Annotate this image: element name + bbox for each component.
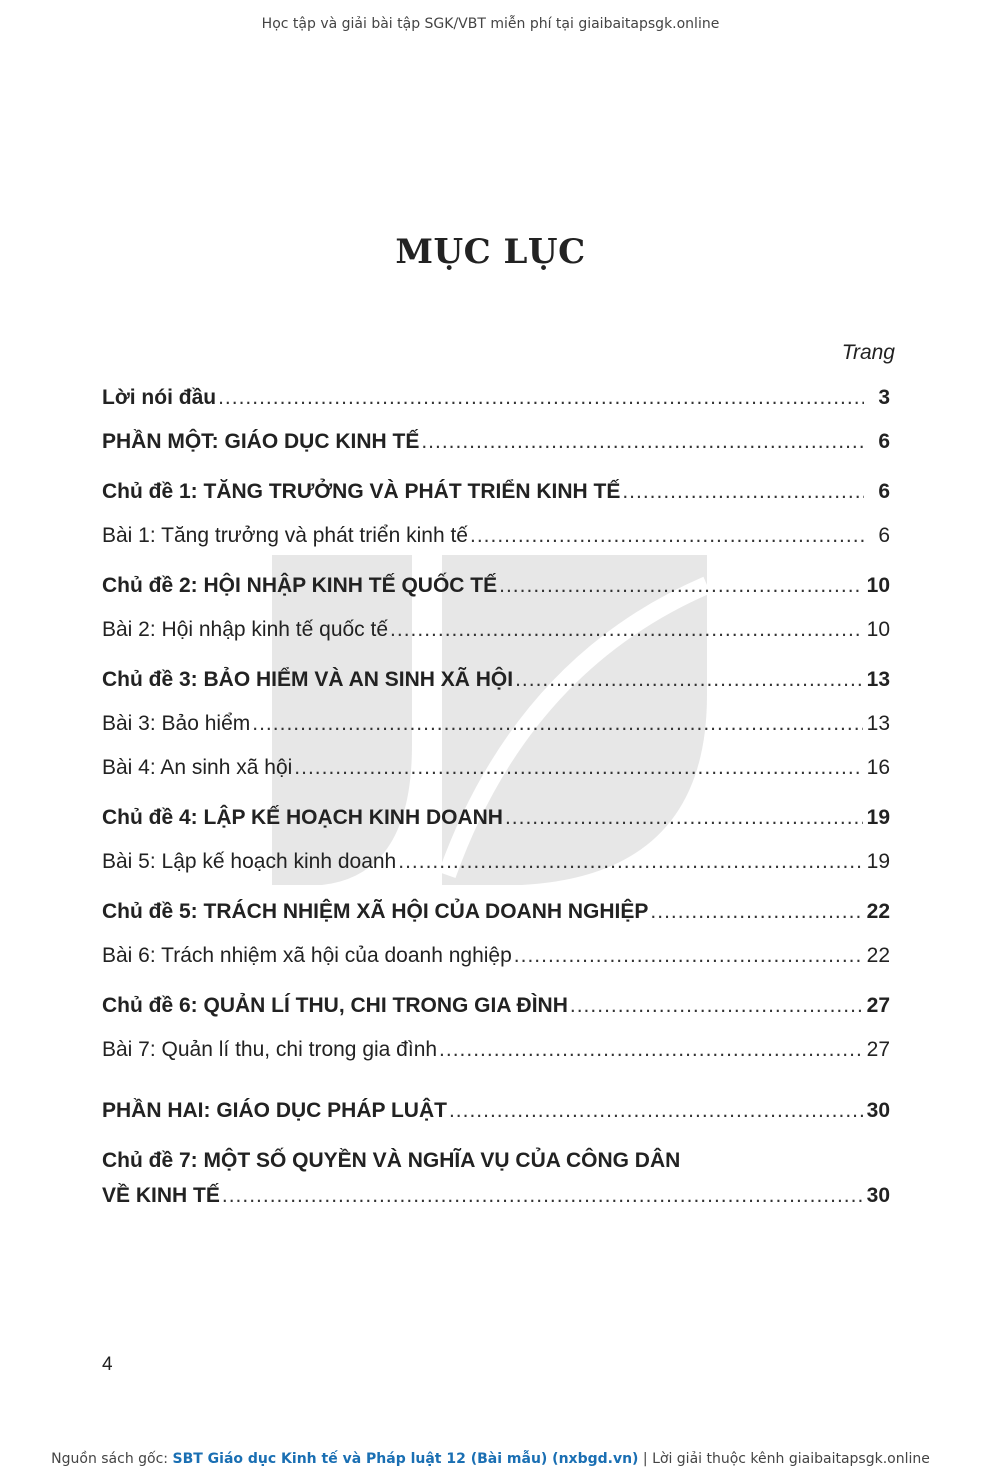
toc-entry[interactable] — [102, 806, 890, 834]
toc-entry-title: Chủ đề 5: TRÁCH NHIỆM XÃ HỘI CỦA DOANH NGHIỆP — [102, 900, 649, 923]
dot-leader — [570, 994, 863, 1018]
toc-entry-page: 13 — [866, 712, 890, 735]
toc-entry-page: 27 — [866, 994, 890, 1017]
toc-entry[interactable] — [102, 712, 890, 740]
toc-entry[interactable] — [102, 900, 890, 928]
dot-leader — [470, 524, 864, 548]
toc-entry[interactable] — [102, 1099, 890, 1127]
dot-leader — [439, 1038, 863, 1062]
dot-leader — [449, 1099, 863, 1123]
toc-entry-page: 30 — [866, 1184, 890, 1207]
toc-entry[interactable] — [102, 756, 890, 784]
toc-entry-page: 30 — [866, 1099, 890, 1122]
toc-entry[interactable] — [102, 524, 890, 552]
dot-leader — [650, 900, 862, 924]
page-title: MỤC LỤC — [395, 232, 586, 272]
dot-leader — [222, 1184, 863, 1208]
page-number: 4 — [102, 1354, 113, 1375]
toc-entry-title: Bài 3: Bảo hiểm — [102, 712, 251, 735]
toc-entry[interactable] — [102, 618, 890, 646]
dot-leader — [390, 618, 863, 642]
dot-leader — [622, 480, 864, 504]
toc-entry[interactable] — [102, 574, 890, 602]
dot-leader — [421, 430, 864, 454]
toc-entry-page: 10 — [866, 574, 890, 597]
toc-entry-title: Bài 7: Quản lí thu, chi trong gia đình — [102, 1038, 438, 1061]
toc-entry-title: PHẦN HAI: GIÁO DỤC PHÁP LUẬT — [102, 1099, 447, 1122]
toc-entry-page: 6 — [878, 480, 890, 503]
toc-entry[interactable] — [102, 480, 890, 508]
toc-entry[interactable] — [102, 1038, 890, 1066]
toc-entry[interactable] — [102, 386, 890, 414]
toc-entry-title: Chủ đề 1: TĂNG TRƯỞNG VÀ PHÁT TRIỂN KINH TẾ — [102, 480, 621, 503]
toc-entry-title: PHẦN MỘT: GIÁO DỤC KINH TẾ — [102, 430, 420, 453]
toc-entry-page: 19 — [866, 850, 890, 873]
toc-entry-title: Chủ đề 6: QUẢN LÍ THU, CHI TRONG GIA ĐÌNH — [102, 994, 568, 1017]
toc-entry[interactable] — [102, 668, 890, 696]
toc-entry-title: VỀ KINH TẾ — [102, 1184, 220, 1207]
dot-leader — [218, 386, 864, 410]
toc-entry-page: 22 — [866, 900, 890, 923]
toc-entry-title: Bài 1: Tăng trưởng và phát triển kinh tế — [102, 524, 468, 547]
toc-entry-page: 6 — [878, 430, 890, 453]
header-note: Học tập và giải bài tập SGK/VBT miễn phí tại giaibaitapsgk.online — [261, 16, 720, 32]
toc-entry[interactable] — [102, 994, 890, 1022]
toc-entry[interactable] — [102, 1184, 890, 1212]
dot-leader — [252, 712, 862, 736]
toc-entry[interactable] — [102, 850, 890, 878]
toc-entry-page: 16 — [866, 756, 890, 779]
footer-suffix: | Lời giải thuộc kênh giaibaitapsgk.online — [638, 1451, 930, 1467]
toc-entry-title: Chủ đề 2: HỘI NHẬP KINH TẾ QUỐC TẾ — [102, 574, 498, 597]
toc-entry-title: Lời nói đầu — [102, 386, 217, 409]
toc-entry[interactable] — [102, 944, 890, 972]
dot-leader — [398, 850, 862, 874]
toc-entry-title: Bài 4: An sinh xã hội — [102, 756, 293, 779]
toc-entry-page: 19 — [866, 806, 890, 829]
toc-entry-page: 22 — [866, 944, 890, 967]
toc-entry-page: 27 — [866, 1038, 890, 1061]
toc-entry-title: Bài 5: Lập kế hoạch kinh doanh — [102, 850, 397, 873]
dot-leader — [514, 944, 863, 968]
toc-entry-title: Bài 2: Hội nhập kinh tế quốc tế — [102, 618, 389, 641]
toc-entry-page: 13 — [866, 668, 890, 691]
toc-entry-page: 6 — [878, 524, 890, 547]
toc-entry-page: 10 — [866, 618, 890, 641]
toc-entry-page: 3 — [878, 386, 890, 409]
page-column-label: Trang — [841, 341, 895, 364]
footer-note — [0, 1451, 981, 1467]
toc-entry-title: Chủ đề 3: BẢO HIỂM VÀ AN SINH XÃ HỘI — [102, 668, 514, 691]
source-link[interactable]: SBT Giáo dục Kinh tế và Pháp luật 12 (Bài mẫu) (nxbgd.vn) — [172, 1451, 639, 1467]
footer-prefix: Nguồn sách gốc: — [51, 1451, 173, 1467]
toc-entry[interactable] — [102, 430, 890, 458]
dot-leader — [505, 806, 863, 830]
toc-entry-title: Bài 6: Trách nhiệm xã hội của doanh nghiệp — [102, 944, 512, 967]
dot-leader — [515, 668, 863, 692]
toc-entry[interactable]: Chủ đề 7: MỘT SỐ QUYỀN VÀ NGHĨA VỤ CỦA CÔNG DÂN — [102, 1149, 681, 1172]
dot-leader — [499, 574, 863, 598]
dot-leader — [294, 756, 862, 780]
toc-entry-title: Chủ đề 4: LẬP KẾ HOẠCH KINH DOANH — [102, 806, 503, 829]
